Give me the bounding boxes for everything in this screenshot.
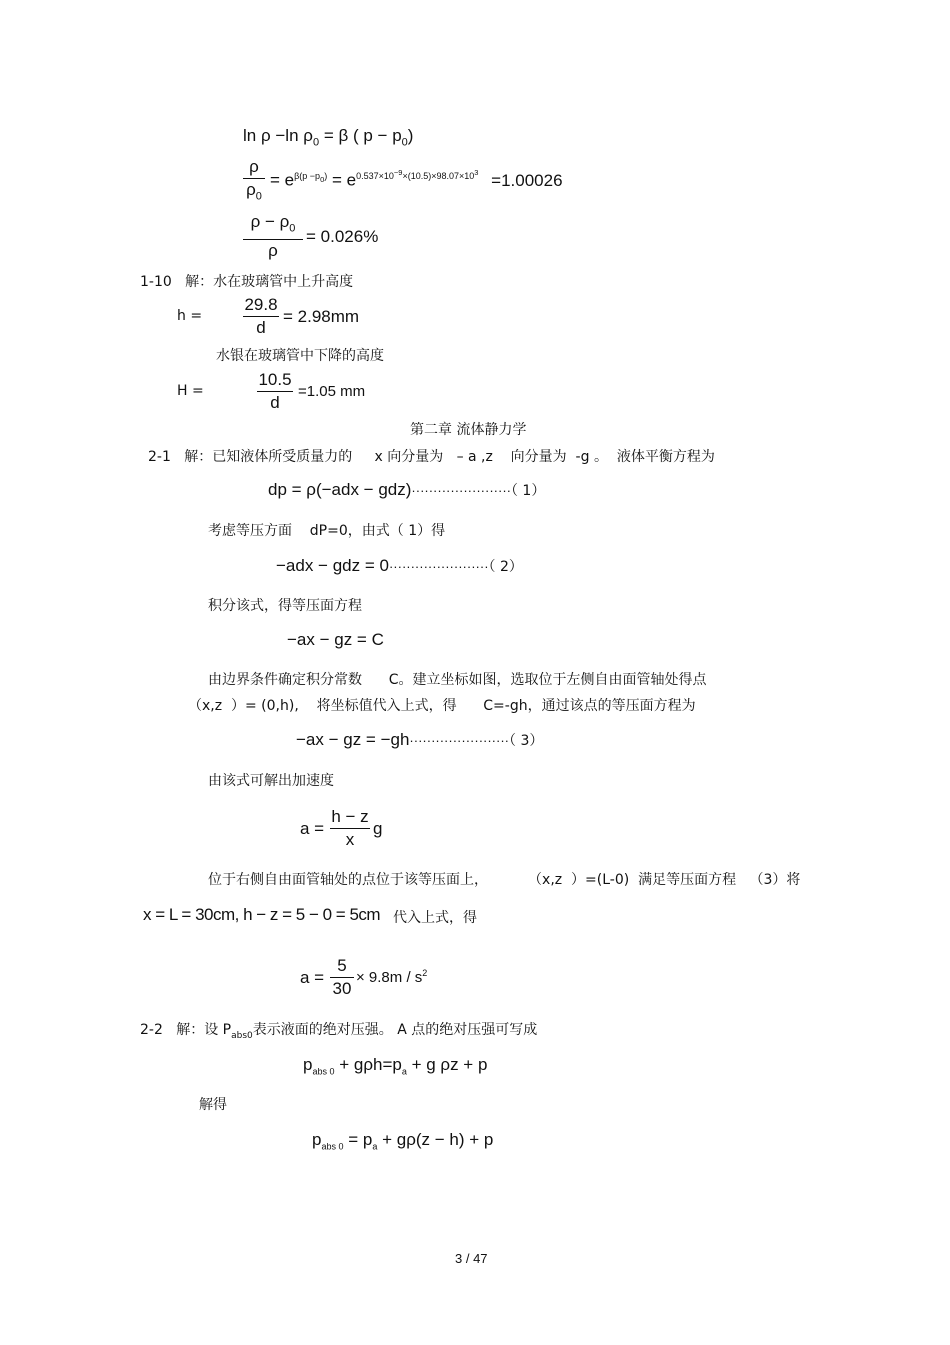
- line-equal-pressure: 考虑等压方面 dP=0，由式（ 1）得: [208, 523, 446, 539]
- a-tail-g: g: [373, 819, 383, 838]
- equation-2-2-a: $p_{abs 0} + g\rho h=p_a + g$ ρz + p: [303, 1055, 488, 1077]
- problem-1-10-heading: 1-10 解：水在玻璃管中上升高度: [140, 274, 354, 290]
- equation-1: dp = ρ(−adx − gdz)·······················（ 1）: [268, 480, 546, 499]
- line-acceleration: 由该式可解出加速度: [208, 773, 334, 789]
- line-solve: 解得: [199, 1097, 227, 1113]
- H-label: H =: [177, 383, 204, 399]
- equation-ln-rho: ln ρ −ln $\rho_0 = \beta$ ( $p - p_0$): [243, 126, 414, 149]
- line-coordinate: （x,z ）= (0,h), 将坐标值代入上式，得 C=-gh，通过该点的等压面方程为: [188, 698, 696, 714]
- problem-2-2-heading: 2-2 解：设 $P_{abs0}$表示液面的绝对压强。 A 点的绝对压强可写成: [140, 1022, 538, 1041]
- H-result: =1.05 mm: [298, 383, 366, 400]
- chapter-title: 第二章 流体静力学: [410, 422, 527, 438]
- a2-label: a =: [300, 968, 325, 987]
- mercury-text: 水银在玻璃管中下降的高度: [216, 348, 384, 364]
- fraction-H: 10.5 d: [258, 370, 292, 412]
- equation-exp: = $e^{\beta(p -p_0)} = e^{0.537\times 10^{-9}\times(10.5)\times 98.07\times 10^3} =1.00026$: [270, 168, 563, 190]
- fraction-a: h − z x: [331, 807, 369, 849]
- line-boundary: 由边界条件确定积分常数 C。建立坐标如图，选取位于左侧自由面管轴处得点: [208, 672, 707, 688]
- fraction-h: 29.8 d: [244, 295, 278, 337]
- line-substitution-text: 代入上式，得: [393, 910, 477, 926]
- h-label: h =: [177, 308, 203, 324]
- equation-2-2-b: $p_{abs 0} = p_a + g\rho(z - h) + p$: [312, 1130, 494, 1152]
- line-substitution-math: x = L = 30cm, h − z = 5 − 0 = 5cm: [143, 905, 381, 924]
- line-right-free-surface: 位于右侧自由面管轴处的点位于该等压面上， （x,z ）=(L-0) 满足等压面方程 （3）将: [208, 872, 801, 888]
- a2-tail: × $9.8m / s^2$: [356, 968, 428, 986]
- equation-2: −adx − gdz = 0·······················（ 2）: [276, 556, 523, 575]
- equation-4: −ax − gz = −gh·······················（ 3）: [296, 730, 544, 749]
- h-result: = 2.98mm: [283, 307, 360, 326]
- equation-3: −ax − gz = C: [287, 630, 384, 649]
- line-integrate: 积分该式，得等压面方程: [208, 598, 362, 614]
- fraction-relative-change: $\rho - \rho_0$ ρ: [243, 212, 303, 261]
- equation-result-percent: = 0.026%: [306, 227, 379, 246]
- a-label: a =: [300, 819, 325, 838]
- fraction-a2: 5 30: [330, 956, 354, 999]
- problem-2-1-heading: 2-1 解：已知液体所受质量力的 x 向分量为 – a ,z 向分量为 -g 。 液体平衡方程为: [148, 449, 715, 465]
- page-number: 3 / 47: [455, 1251, 488, 1266]
- fraction-rho-over-rho0: ρ $\rho_0$: [243, 157, 265, 206]
